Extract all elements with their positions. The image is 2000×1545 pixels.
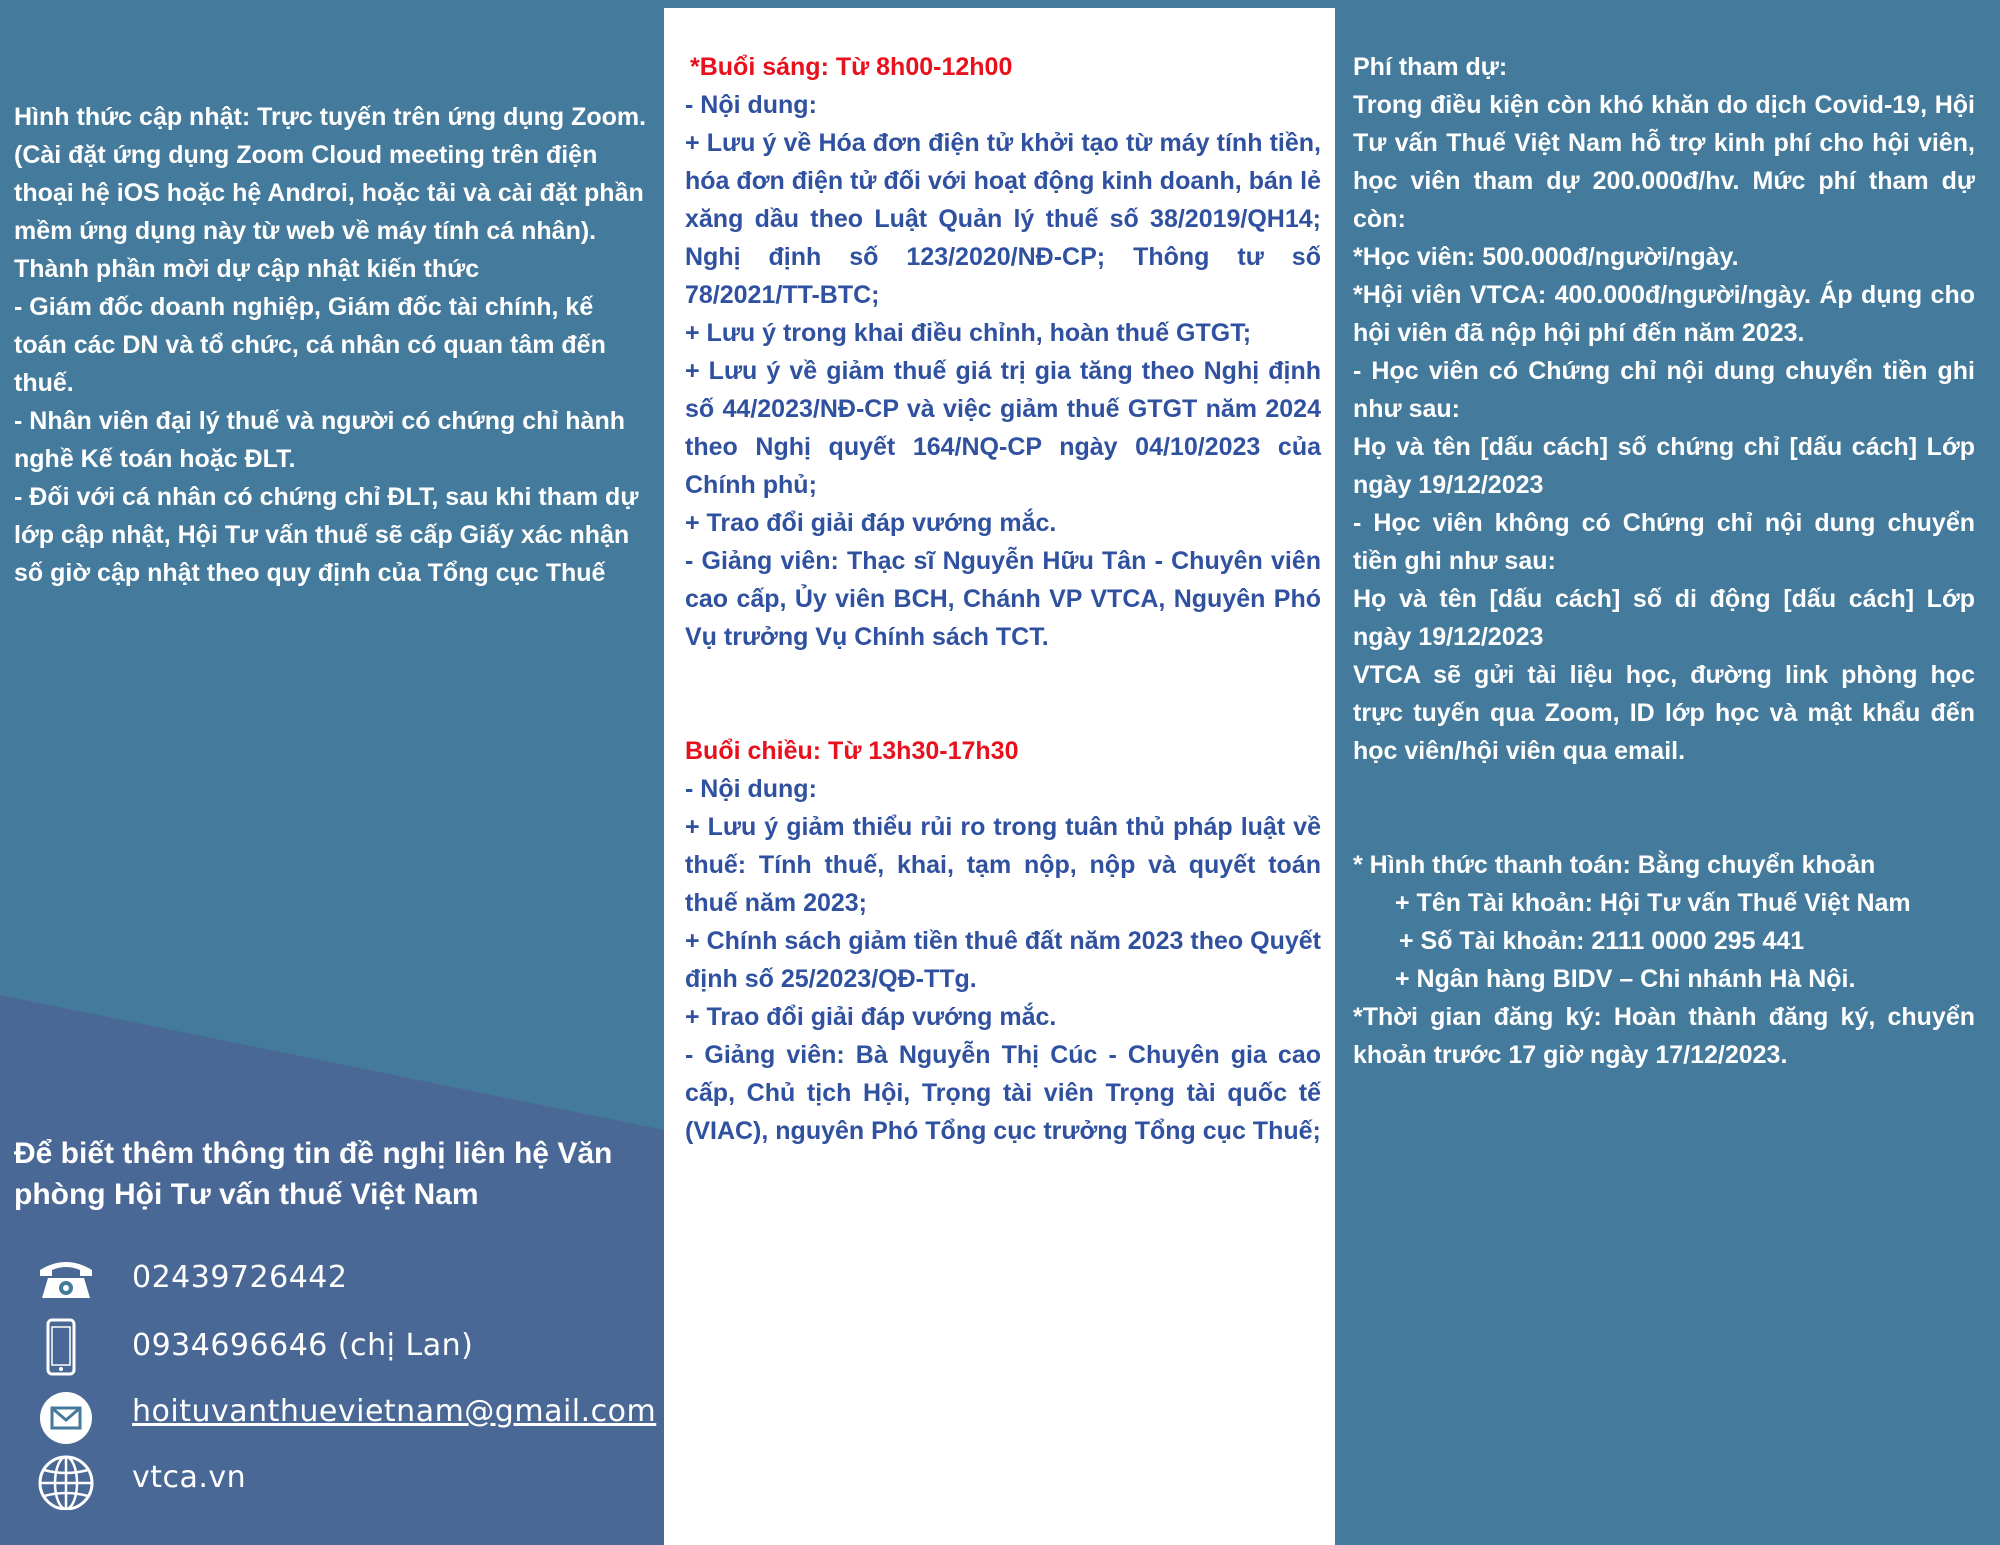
program-section <box>685 48 1321 1150</box>
morning-heading: *Buổi sáng: Từ 8h00-12h00 <box>690 53 1013 81</box>
transfer-note-uncertified: - Học viên không có Chứng chỉ nội dung chuyển tiền ghi như sau: <box>1353 509 1975 575</box>
fee-section <box>1353 48 1975 1074</box>
afternoon-item-land-rent: + Chính sách giảm tiền thuê đất năm 2023 theo Quyết định số 25/2023/QĐ-TTg. <box>685 927 1321 993</box>
afternoon-item-risk: + Lưu ý giảm thiểu rủi ro trong tuân thủ pháp luật về thuế: Tính thuế, khai, tạm nộp, nộp và quyết toán thuế năm 2023; <box>685 813 1321 917</box>
morning-item-vat-reduction: + Lưu ý về giảm thuế giá trị gia tăng theo Nghị định số 44/2023/NĐ-CP và việc giảm thuế GTGT năm 2024 theo Nghị quyết 164/NQ-CP ngày 04/10/2023 của Chính phủ; <box>685 357 1321 499</box>
fee-student: *Học viên: 500.000đ/người/ngày. <box>1353 243 1739 271</box>
afternoon-lecturer: - Giảng viên: Bà Nguyễn Thị Cúc - Chuyên gia cao cấp, Chủ tịch Hội, Trọng tài viên Trọng tài quốc tế (VIAC), nguyên Phó Tổng cục trưởng Tổng cục Thuế; <box>685 1041 1321 1145</box>
email-link[interactable]: hoituvanthuevietnam@gmail.com <box>132 1394 657 1429</box>
bank-name: + Ngân hàng BIDV – Chi nhánh Hà Nội. <box>1395 965 1856 993</box>
transfer-note-certified: - Học viên có Chứng chỉ nội dung chuyển tiền ghi như sau: <box>1353 357 1975 423</box>
format-paragraph: Hình thức cập nhật: Trực tuyến trên ứng dụng Zoom. (Cài đặt ứng dụng Zoom Cloud meeting trên điện thoại hệ iOS hoặc hệ Androi, hoặc tải và cài đặt phần mềm ứng dụng này từ web về máy tính cá nhân). <box>14 103 647 245</box>
registration-deadline: *Thời gian đăng ký: Hoàn thành đăng ký, chuyển khoản trước 17 giờ ngày 17/12/2023. <box>1353 1003 1975 1069</box>
website-link[interactable]: vtca.vn <box>132 1460 247 1495</box>
account-name: + Tên Tài khoản: Hội Tư vấn Thuế Việt Nam <box>1395 889 1911 917</box>
telephone-icon <box>30 1250 102 1310</box>
fee-support-paragraph: Trong điều kiện còn khó khăn do dịch Covid-19, Hội Tư vấn Thuế Việt Nam hỗ trợ kinh phí cho hội viên, học viên tham dự 200.000đ/hv. Mức phí tham dự còn: <box>1353 91 1975 233</box>
contact-mobile <box>30 1318 650 1378</box>
globe-icon <box>30 1450 102 1510</box>
contact-website <box>30 1450 650 1510</box>
morning-item-qa: + Trao đổi giải đáp vướng mắc. <box>685 509 1057 537</box>
fee-panel <box>1335 0 2000 1545</box>
transfer-format-certified: Họ và tên [dấu cách] số chứng chỉ [dấu cách] Lớp ngày 19/12/2023 <box>1353 433 1975 499</box>
invitee-heading: Thành phần mời dự cập nhật kiến thức <box>14 255 480 283</box>
morning-item-invoice: + Lưu ý về Hóa đơn điện tử khởi tạo từ máy tính tiền, hóa đơn điện tử đối với hoạt động kinh doanh, bán lẻ xăng dầu theo Luật Quản lý thuế số 38/2019/QH14; Nghị định số 123/2020/NĐ-CP; Thông tư số 78/2021/TT-BTC; <box>685 129 1321 309</box>
invitee-item-directors: - Giám đốc doanh nghiệp, Giám đốc tài chính, kế toán các DN và tổ chức, cá nhân có quan tâm đến thuế. <box>14 293 606 397</box>
fee-heading: Phí tham dự: <box>1353 53 1508 81</box>
phone-number[interactable]: 02439726442 <box>132 1260 348 1295</box>
mobile-number[interactable]: 0934696646 (chị Lan) <box>132 1328 474 1363</box>
morning-lecturer: - Giảng viên: Thạc sĩ Nguyễn Hữu Tân - Chuyên viên cao cấp, Ủy viên BCH, Chánh VP VTCA, Nguyên Phó Vụ trưởng Vụ Chính sách TCT. <box>685 547 1321 651</box>
afternoon-item-qa: + Trao đổi giải đáp vướng mắc. <box>685 1003 1057 1031</box>
transfer-format-uncertified: Họ và tên [dấu cách] số di động [dấu cách] Lớp ngày 19/12/2023 <box>1353 585 1975 651</box>
fee-member: *Hội viên VTCA: 400.000đ/người/ngày. Áp dụng cho hội viên đã nộp hội phí đến năm 2023. <box>1353 281 1975 347</box>
invitee-item-certificate: - Đối với cá nhân có chứng chỉ ĐLT, sau khi tham dự lớp cập nhật, Hội Tư vấn thuế sẽ cấp Giấy xác nhận số giờ cập nhật theo quy định của Tổng cục Thuế <box>14 483 639 587</box>
morning-content-label: - Nội dung: <box>685 91 817 119</box>
payment-method: * Hình thức thanh toán: Bằng chuyển khoản <box>1353 851 1876 879</box>
afternoon-content-label: - Nội dung: <box>685 775 817 803</box>
material-delivery-note: VTCA sẽ gửi tài liệu học, đường link phòng học trực tuyến qua Zoom, ID lớp học và mật khẩu đến học viên/hội viên qua email. <box>1353 661 1975 765</box>
contact-email <box>30 1384 657 1444</box>
program-panel <box>664 8 1335 1545</box>
afternoon-heading: Buổi chiều: Từ 13h30-17h30 <box>685 737 1019 765</box>
contact-phone <box>30 1250 650 1310</box>
invitee-item-agents: - Nhân viên đại lý thuế và người có chứng chỉ hành nghề Kế toán hoặc ĐLT. <box>14 407 625 473</box>
email-icon <box>30 1384 102 1444</box>
contact-title: Để biết thêm thông tin đề nghị liên hệ Văn phòng Hội Tư vấn thuế Việt Nam <box>14 1137 613 1211</box>
morning-item-vat-adjust: + Lưu ý trong khai điều chỉnh, hoàn thuế GTGT; <box>685 319 1252 347</box>
left-panel <box>0 0 664 1545</box>
account-number: + Số Tài khoản: 2111 0000 295 441 <box>1399 927 1805 955</box>
mobile-phone-icon <box>30 1318 102 1378</box>
update-info-section <box>14 98 650 592</box>
